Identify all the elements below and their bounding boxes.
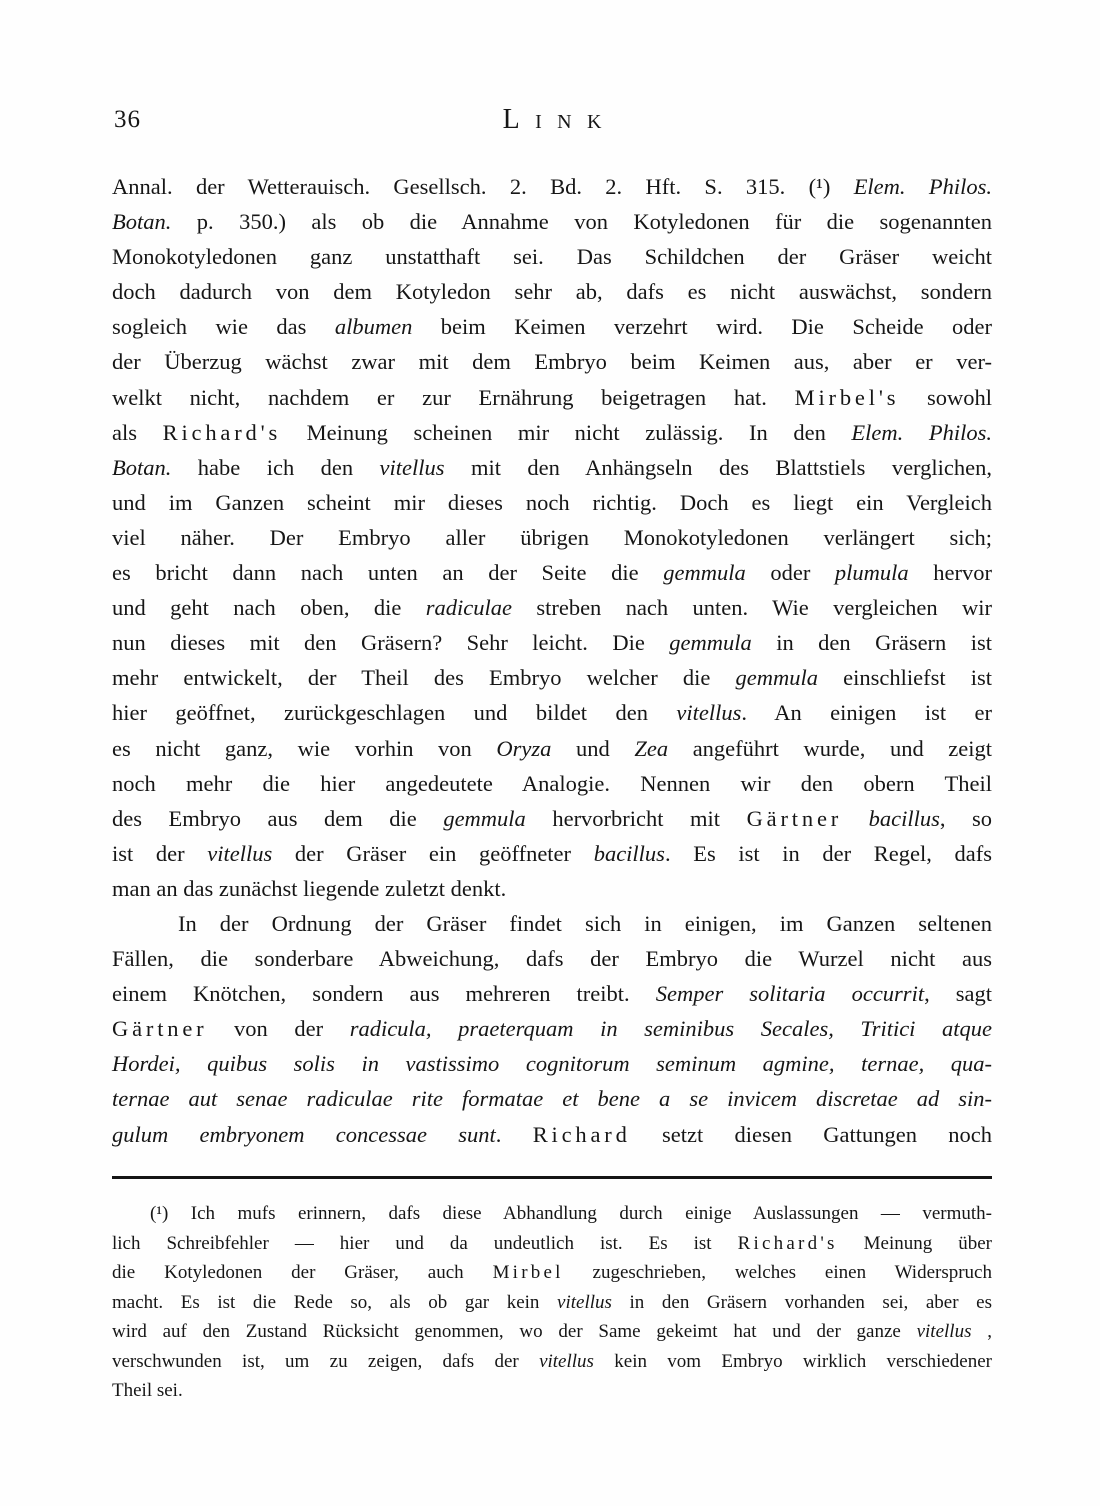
text-segment: sogleich wie das [112, 314, 335, 340]
spaced-proper-name: Gärtner [746, 805, 843, 831]
italic-term: ternae aut senae radiculae rite formatae et bene a se invicem discretae ad sin- [112, 1086, 992, 1112]
text-segment: . Es ist in der Regel, dafs [664, 840, 992, 866]
italic-term: Elem. Philos. [851, 419, 993, 445]
text-line [112, 1288, 992, 1318]
text-line [112, 1347, 992, 1377]
text-segment [842, 806, 869, 831]
spaced-proper-name: Richard's [737, 1232, 838, 1254]
text-segment: p. 350.) als ob die Annahme von Kotyledonen für die sogenannten [171, 209, 992, 235]
text-segment: der Gräser ein geöffneter [272, 840, 594, 866]
text-line [112, 1258, 992, 1288]
text-line [112, 1117, 992, 1152]
italic-term: Zea [634, 735, 669, 761]
page-header [112, 104, 992, 140]
text-segment: Monokotyledonen ganz unstatthaft sei. Das Schildchen der Gräser weicht [112, 244, 992, 270]
text-segment: . An einigen ist er [741, 700, 992, 726]
spaced-proper-name: Mirbel [492, 1262, 564, 1283]
text-line [112, 1046, 992, 1081]
text-segment: Meinung scheinen mir nicht zulässig. In den [281, 419, 852, 445]
text-segment: der Überzug wächst zwar mit dem Embryo beim Keimen aus, aber er ver- [112, 349, 992, 375]
text-segment: Theil sei. [112, 1380, 183, 1401]
italic-term: Elem. Philos. [853, 174, 993, 199]
running-header: Link [502, 104, 617, 135]
text-line [112, 976, 992, 1011]
text-segment: wird auf den Zustand Rücksicht genommen, wo der Same gekeimt hat und der ganze [112, 1321, 917, 1342]
text-segment: welkt nicht, nachdem er zur Ernährung beigetragen hat. [112, 384, 795, 410]
text-line [112, 1199, 992, 1229]
italic-term: vitellus [207, 840, 273, 866]
page-number: 36 [114, 106, 141, 133]
text-segment: , [971, 1321, 992, 1342]
text-segment: man an das zunächst liegende zuletzt denkt. [112, 875, 507, 901]
italic-term: vitellus [557, 1291, 612, 1313]
italic-term: vitellus [676, 700, 742, 726]
text-line [112, 660, 992, 695]
italic-term: gemmula [669, 630, 752, 656]
text-line [112, 625, 992, 660]
footnote-separator-rule [112, 1176, 992, 1179]
spaced-proper-name: Richard [532, 1121, 631, 1147]
text-segment: hervor [908, 560, 992, 586]
text-segment: ist der [112, 840, 208, 866]
text-line [112, 906, 992, 941]
italic-term: Hordei, quibus solis in vastissimo cognitorum seminum agmine, ternae, qua- [112, 1051, 992, 1077]
spaced-proper-name: Gärtner [112, 1016, 208, 1042]
text-segment: doch dadurch von dem Kotyledon sehr ab, dafs es nicht auswächst, sondern [112, 279, 992, 305]
text-segment: Fällen, die sonderbare Abweichung, dafs der Embryo die Wurzel nicht aus [112, 946, 992, 972]
text-line [112, 450, 992, 485]
italic-term: Botan. [112, 209, 172, 235]
text-line [112, 274, 992, 309]
italic-term: vitellus [379, 454, 445, 480]
italic-term: gemmula [663, 560, 746, 586]
text-segment: , sagt [924, 981, 993, 1007]
text-segment: verschwunden ist, um zu zeigen, dafs der [112, 1350, 540, 1372]
text-line [112, 485, 992, 520]
text-segment: einem Knötchen, sondern aus mehreren treibt. [112, 981, 656, 1007]
text-segment: viel näher. Der Embryo aller übrigen Monokotyledonen verlängert sich; [112, 524, 992, 550]
text-line [112, 801, 992, 836]
body-text [112, 169, 992, 1152]
text-segment: und [551, 735, 635, 761]
text-line [112, 344, 992, 379]
text-line [112, 1011, 992, 1046]
text-line [112, 871, 992, 906]
text-segment: setzt diesen Gattungen noch [630, 1121, 992, 1147]
text-line [112, 520, 992, 555]
text-line [112, 695, 992, 730]
text-segment: , so [939, 805, 993, 831]
text-segment: es nicht ganz, wie vorhin von [112, 735, 497, 761]
spaced-proper-name: Mirbel's [794, 384, 900, 410]
italic-term: gemmula [735, 665, 819, 691]
text-segment: in den Gräsern vorhanden sei, aber es [611, 1291, 992, 1313]
text-line [112, 941, 992, 976]
text-segment: habe ich den [171, 454, 380, 480]
text-line [112, 766, 992, 801]
text-segment: es bricht dann nach unten an der Seite die [112, 560, 664, 586]
text-line [112, 380, 992, 415]
text-line [112, 169, 992, 204]
text-line [112, 309, 992, 344]
text-segment: und geht nach oben, die [112, 595, 426, 621]
text-segment: lich Schreibfehler — hier und da undeutlich ist. Es ist [112, 1232, 738, 1254]
text-segment: macht. Es ist die Rede so, als ob gar kein [112, 1291, 558, 1313]
text-line [112, 1229, 992, 1259]
text-segment: zugeschrieben, welches einen Widerspruch [563, 1262, 992, 1283]
italic-term: bacillus [593, 840, 665, 866]
italic-term: vitellus [916, 1321, 972, 1342]
text-line [112, 204, 992, 239]
text-line [112, 590, 992, 625]
text-segment: In der Ordnung der Gräser findet sich in einigen, im Ganzen seltenen [178, 910, 992, 936]
text-segment: oder [745, 560, 835, 586]
text-segment: . [495, 1121, 533, 1147]
text-segment: noch mehr die hier angedeutete Analogie. Nennen wir den obern Theil [112, 770, 992, 796]
text-segment: hier geöffnet, zurückgeschlagen und bildet den [112, 700, 677, 726]
text-line [112, 239, 992, 274]
text-segment: beim Keimen verzehrt wird. Die Scheide oder [412, 314, 993, 340]
text-segment: angeführt wurde, und zeigt [668, 735, 993, 761]
text-segment: (¹) Ich mufs erinnern, dafs diese Abhandlung durch einige Auslassungen — vermuth- [150, 1203, 992, 1224]
text-segment: nun dieses mit den Gräsern? Sehr leicht. Die [112, 630, 670, 656]
text-line [112, 1081, 992, 1116]
italic-term: Oryza [496, 735, 552, 761]
italic-term: gulum embryonem concessae sunt [112, 1121, 496, 1147]
spaced-proper-name: Richard's [162, 419, 282, 445]
text-segment: Annal. der Wetterauisch. Gesellsch. 2. Bd. 2. Hft. S. 315. (¹) [112, 174, 854, 199]
italic-term: Semper solitaria occurrit [655, 981, 925, 1007]
text-segment: in den Gräsern ist [751, 630, 992, 656]
text-line [112, 415, 992, 450]
text-segment: mehr entwickelt, der Theil des Embryo welcher die [112, 665, 736, 691]
text-segment: mit den Anhängseln des Blattstiels verglichen, [444, 454, 992, 480]
italic-term: Botan. [112, 454, 172, 480]
text-segment: des Embryo aus dem die [112, 805, 444, 831]
text-segment: Meinung über [837, 1232, 992, 1254]
text-line [112, 731, 992, 766]
text-segment: die Kotyledonen der Gräser, auch [112, 1262, 493, 1283]
footnote [112, 1199, 992, 1406]
italic-term: plumula [834, 560, 909, 586]
text-segment: als [112, 419, 163, 445]
italic-term: vitellus [539, 1350, 594, 1372]
text-line [112, 555, 992, 590]
italic-term: bacillus [868, 805, 940, 831]
text-segment: und im Ganzen scheint mir dieses noch richtig. Doch es liegt ein Vergleich [112, 489, 992, 515]
text-segment: streben nach unten. Wie vergleichen wir [511, 595, 992, 621]
italic-term: gemmula [443, 805, 526, 831]
text-line [112, 836, 992, 871]
text-line [112, 1376, 992, 1406]
text-segment: kein vom Embryo wirklich verschiedener [593, 1350, 993, 1372]
text-segment: hervorbricht mit [525, 805, 747, 831]
text-segment: einschliefst ist [818, 665, 993, 691]
italic-term: albumen [334, 314, 413, 340]
text-segment: von der [207, 1016, 350, 1042]
italic-term: radiculae [425, 595, 512, 621]
text-line [112, 1317, 992, 1347]
italic-term: radicula, praeterquam in seminibus Secales, Tritici atque [349, 1016, 992, 1042]
text-segment: sowohl [899, 384, 992, 410]
